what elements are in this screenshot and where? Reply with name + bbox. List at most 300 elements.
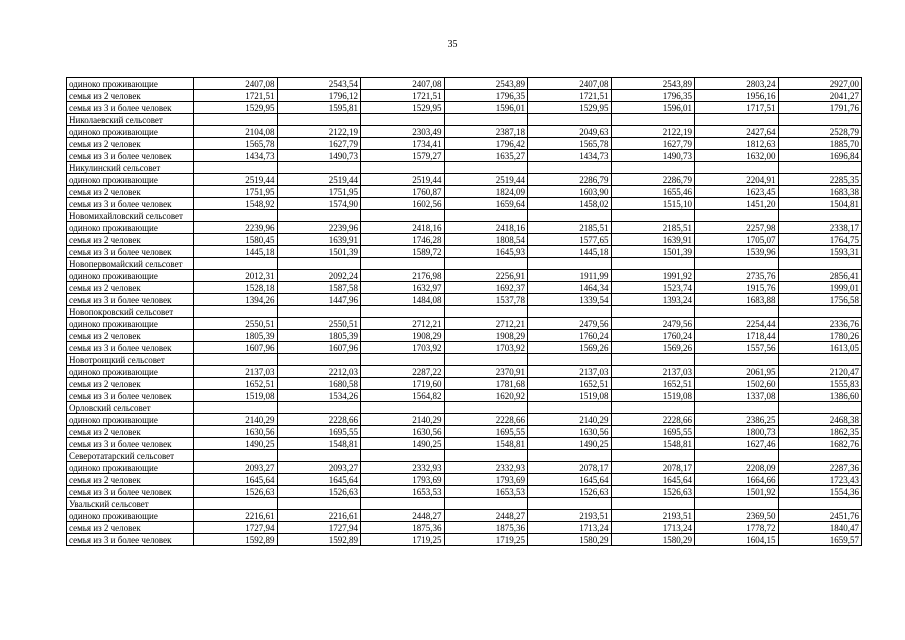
- value-cell: 1862,35: [778, 426, 862, 438]
- value-cell: 1627,79: [611, 138, 695, 150]
- value-cell: 1908,29: [444, 330, 528, 342]
- empty-cell: [444, 354, 528, 366]
- value-cell: 1727,94: [277, 522, 361, 534]
- value-cell: 2418,16: [361, 222, 445, 234]
- value-cell: 2369,50: [695, 510, 779, 522]
- empty-cell: [778, 402, 862, 414]
- value-cell: 2176,98: [361, 270, 445, 282]
- empty-cell: [277, 258, 361, 270]
- empty-cell: [695, 306, 779, 318]
- value-cell: 1639,91: [277, 234, 361, 246]
- value-cell: 1808,54: [444, 234, 528, 246]
- value-cell: 1713,24: [528, 522, 612, 534]
- value-cell: 2418,16: [444, 222, 528, 234]
- section-name: Никулинский сельсовет: [67, 162, 194, 174]
- value-cell: 1718,44: [695, 330, 779, 342]
- value-cell: 1580,45: [194, 234, 278, 246]
- empty-cell: [611, 258, 695, 270]
- value-cell: 2519,44: [277, 174, 361, 186]
- value-cell: 2012,31: [194, 270, 278, 282]
- value-cell: 1793,69: [444, 474, 528, 486]
- value-cell: 1623,45: [695, 186, 779, 198]
- value-cell: 1999,01: [778, 282, 862, 294]
- value-cell: 2140,29: [194, 414, 278, 426]
- value-cell: 1529,95: [194, 102, 278, 114]
- empty-cell: [361, 498, 445, 510]
- value-cell: 1840,47: [778, 522, 862, 534]
- empty-cell: [611, 354, 695, 366]
- value-cell: 1692,37: [444, 282, 528, 294]
- value-cell: 1696,84: [778, 150, 862, 162]
- value-cell: 2286,79: [611, 174, 695, 186]
- table-row: [67, 186, 862, 198]
- empty-cell: [361, 306, 445, 318]
- empty-cell: [695, 402, 779, 414]
- household-type-cell: одиноко проживающие: [67, 78, 194, 90]
- empty-cell: [194, 354, 278, 366]
- empty-cell: [528, 114, 612, 126]
- household-type-cell: одиноко проживающие: [67, 414, 194, 426]
- value-cell: 1580,29: [528, 534, 612, 546]
- empty-cell: [695, 114, 779, 126]
- value-cell: 2239,96: [194, 222, 278, 234]
- empty-cell: [277, 210, 361, 222]
- value-cell: 1484,08: [361, 294, 445, 306]
- value-cell: 1727,94: [194, 522, 278, 534]
- value-cell: 2407,08: [528, 78, 612, 90]
- value-cell: 1607,96: [194, 342, 278, 354]
- value-cell: 1393,24: [611, 294, 695, 306]
- value-cell: 2239,96: [277, 222, 361, 234]
- section-name: Новопокровский сельсовет: [67, 306, 194, 318]
- empty-cell: [695, 162, 779, 174]
- value-cell: 2137,03: [194, 366, 278, 378]
- empty-cell: [528, 306, 612, 318]
- value-cell: 2468,38: [778, 414, 862, 426]
- empty-cell: [444, 162, 528, 174]
- value-cell: 1539,96: [695, 246, 779, 258]
- table-row: [67, 522, 862, 534]
- value-cell: 2049,63: [528, 126, 612, 138]
- value-cell: 1569,26: [528, 342, 612, 354]
- value-cell: 1719,25: [444, 534, 528, 546]
- value-cell: 1764,75: [778, 234, 862, 246]
- value-cell: 1695,55: [611, 426, 695, 438]
- section-name: Увальский сельсовет: [67, 498, 194, 510]
- empty-cell: [778, 450, 862, 462]
- empty-cell: [444, 258, 528, 270]
- value-cell: 2092,24: [277, 270, 361, 282]
- value-cell: 1908,29: [361, 330, 445, 342]
- value-cell: 1386,60: [778, 390, 862, 402]
- section-header-row: [67, 114, 862, 126]
- value-cell: 1645,93: [444, 246, 528, 258]
- household-type-cell: семья из 3 и более человек: [67, 294, 194, 306]
- value-cell: 1445,18: [528, 246, 612, 258]
- value-cell: 2451,76: [778, 510, 862, 522]
- empty-cell: [695, 498, 779, 510]
- empty-cell: [194, 258, 278, 270]
- value-cell: 1394,26: [194, 294, 278, 306]
- value-cell: 1580,29: [611, 534, 695, 546]
- value-cell: 1703,92: [444, 342, 528, 354]
- value-cell: 2712,21: [444, 318, 528, 330]
- value-cell: 2543,89: [444, 78, 528, 90]
- household-type-cell: семья из 2 человек: [67, 234, 194, 246]
- empty-cell: [611, 210, 695, 222]
- value-cell: 1664,66: [695, 474, 779, 486]
- value-cell: 2519,44: [444, 174, 528, 186]
- value-cell: 1683,88: [695, 294, 779, 306]
- household-type-cell: семья из 2 человек: [67, 186, 194, 198]
- value-cell: 1574,90: [277, 198, 361, 210]
- value-cell: 2093,27: [277, 462, 361, 474]
- value-cell: 2254,44: [695, 318, 779, 330]
- value-cell: 1653,53: [361, 486, 445, 498]
- household-type-cell: семья из 3 и более человек: [67, 342, 194, 354]
- value-cell: 1630,56: [528, 426, 612, 438]
- value-cell: 2336,76: [778, 318, 862, 330]
- empty-cell: [194, 162, 278, 174]
- value-cell: 1703,92: [361, 342, 445, 354]
- household-type-cell: семья из 2 человек: [67, 474, 194, 486]
- value-cell: 2256,91: [444, 270, 528, 282]
- empty-cell: [528, 258, 612, 270]
- value-cell: 1796,35: [444, 90, 528, 102]
- value-cell: 1885,70: [778, 138, 862, 150]
- value-cell: 2078,17: [528, 462, 612, 474]
- value-cell: 1569,26: [611, 342, 695, 354]
- table-row: [67, 366, 862, 378]
- value-cell: 1564,82: [361, 390, 445, 402]
- section-header-row: [67, 402, 862, 414]
- empty-cell: [695, 210, 779, 222]
- value-cell: 1695,55: [444, 426, 528, 438]
- value-cell: 1705,07: [695, 234, 779, 246]
- table-row: [67, 462, 862, 474]
- empty-cell: [444, 114, 528, 126]
- value-cell: 2228,66: [444, 414, 528, 426]
- household-type-cell: семья из 2 человек: [67, 282, 194, 294]
- empty-cell: [277, 498, 361, 510]
- value-cell: 1723,43: [778, 474, 862, 486]
- value-cell: 1523,74: [611, 282, 695, 294]
- table-row: [67, 234, 862, 246]
- value-cell: 1645,64: [277, 474, 361, 486]
- value-cell: 1620,92: [444, 390, 528, 402]
- value-cell: 1593,31: [778, 246, 862, 258]
- value-cell: 1603,90: [528, 186, 612, 198]
- value-cell: 1791,76: [778, 102, 862, 114]
- value-cell: 1796,42: [444, 138, 528, 150]
- section-name: Новопервомайский сельсовет: [67, 258, 194, 270]
- value-cell: 2735,76: [695, 270, 779, 282]
- household-type-cell: семья из 3 и более человек: [67, 246, 194, 258]
- value-cell: 1805,39: [194, 330, 278, 342]
- table-row: [67, 246, 862, 258]
- table-row: [67, 174, 862, 186]
- value-cell: 2216,61: [194, 510, 278, 522]
- value-cell: 1592,89: [194, 534, 278, 546]
- household-type-cell: семья из 3 и более человек: [67, 486, 194, 498]
- household-type-cell: одиноко проживающие: [67, 126, 194, 138]
- table-row: [67, 486, 862, 498]
- value-cell: 1653,53: [444, 486, 528, 498]
- table-row: [67, 330, 862, 342]
- empty-cell: [444, 210, 528, 222]
- value-cell: 2193,51: [611, 510, 695, 522]
- value-cell: 2228,66: [277, 414, 361, 426]
- empty-cell: [361, 258, 445, 270]
- empty-cell: [277, 450, 361, 462]
- value-cell: 1555,83: [778, 378, 862, 390]
- value-cell: 1526,63: [194, 486, 278, 498]
- value-cell: 1796,12: [277, 90, 361, 102]
- value-cell: 1548,92: [194, 198, 278, 210]
- household-type-cell: семья из 3 и более человек: [67, 438, 194, 450]
- section-name: Северотатарский сельсовет: [67, 450, 194, 462]
- section-header-row: [67, 162, 862, 174]
- empty-cell: [611, 498, 695, 510]
- household-type-cell: одиноко проживающие: [67, 366, 194, 378]
- value-cell: 1490,73: [277, 150, 361, 162]
- value-cell: 1991,92: [611, 270, 695, 282]
- value-cell: 1434,73: [194, 150, 278, 162]
- value-cell: 2287,22: [361, 366, 445, 378]
- value-cell: 1592,89: [277, 534, 361, 546]
- value-cell: 1458,02: [528, 198, 612, 210]
- value-cell: 2185,51: [528, 222, 612, 234]
- section-header-row: [67, 450, 862, 462]
- empty-cell: [528, 354, 612, 366]
- value-cell: 1719,25: [361, 534, 445, 546]
- section-name: Орловский сельсовет: [67, 402, 194, 414]
- value-cell: 2550,51: [194, 318, 278, 330]
- value-cell: 1645,64: [611, 474, 695, 486]
- value-cell: 1554,36: [778, 486, 862, 498]
- value-cell: 1645,64: [528, 474, 612, 486]
- empty-cell: [277, 402, 361, 414]
- value-cell: 1337,08: [695, 390, 779, 402]
- empty-cell: [194, 114, 278, 126]
- value-cell: 1875,36: [444, 522, 528, 534]
- household-type-cell: одиноко проживающие: [67, 270, 194, 282]
- value-cell: 2519,44: [194, 174, 278, 186]
- value-cell: 1528,18: [194, 282, 278, 294]
- value-cell: 1746,28: [361, 234, 445, 246]
- value-cell: 2228,66: [611, 414, 695, 426]
- value-cell: 2332,93: [361, 462, 445, 474]
- table-row: [67, 138, 862, 150]
- section-name: Николаевский сельсовет: [67, 114, 194, 126]
- value-cell: 1490,25: [361, 438, 445, 450]
- value-cell: 1682,76: [778, 438, 862, 450]
- value-cell: 1447,96: [277, 294, 361, 306]
- value-cell: 2257,98: [695, 222, 779, 234]
- empty-cell: [194, 210, 278, 222]
- value-cell: 1534,26: [277, 390, 361, 402]
- section-header-row: [67, 210, 862, 222]
- value-cell: 2093,27: [194, 462, 278, 474]
- value-cell: 2370,91: [444, 366, 528, 378]
- section-header-row: [67, 306, 862, 318]
- value-cell: 1548,81: [611, 438, 695, 450]
- value-cell: 2712,21: [361, 318, 445, 330]
- table-row: [67, 438, 862, 450]
- empty-cell: [778, 306, 862, 318]
- value-cell: 1339,54: [528, 294, 612, 306]
- value-cell: 1717,51: [695, 102, 779, 114]
- empty-cell: [611, 450, 695, 462]
- value-cell: 2216,61: [277, 510, 361, 522]
- value-cell: 2479,56: [611, 318, 695, 330]
- page-number: 35: [447, 39, 458, 50]
- section-name: Новомихайловский сельсовет: [67, 210, 194, 222]
- household-type-cell: семья из 2 человек: [67, 90, 194, 102]
- value-cell: 1751,95: [194, 186, 278, 198]
- empty-cell: [695, 450, 779, 462]
- value-cell: 1695,55: [277, 426, 361, 438]
- value-cell: 1445,18: [194, 246, 278, 258]
- value-cell: 1652,51: [194, 378, 278, 390]
- table-body: [67, 78, 862, 546]
- value-cell: 2104,08: [194, 126, 278, 138]
- value-cell: 2803,24: [695, 78, 779, 90]
- household-type-cell: одиноко проживающие: [67, 462, 194, 474]
- table-row: [67, 318, 862, 330]
- value-cell: 2927,00: [778, 78, 862, 90]
- empty-cell: [277, 114, 361, 126]
- value-cell: 1557,56: [695, 342, 779, 354]
- value-cell: 1652,51: [611, 378, 695, 390]
- value-cell: 1451,20: [695, 198, 779, 210]
- value-cell: 1519,08: [528, 390, 612, 402]
- value-cell: 1579,27: [361, 150, 445, 162]
- household-type-cell: семья из 3 и более человек: [67, 150, 194, 162]
- value-cell: 1501,39: [277, 246, 361, 258]
- value-cell: 1824,09: [444, 186, 528, 198]
- value-cell: 1734,41: [361, 138, 445, 150]
- value-cell: 1434,73: [528, 150, 612, 162]
- household-type-cell: семья из 3 и более человек: [67, 534, 194, 546]
- empty-cell: [361, 162, 445, 174]
- empty-cell: [444, 450, 528, 462]
- table-row: [67, 390, 862, 402]
- value-cell: 1796,35: [611, 90, 695, 102]
- value-cell: 1659,64: [444, 198, 528, 210]
- value-cell: 1595,81: [277, 102, 361, 114]
- empty-cell: [194, 498, 278, 510]
- empty-cell: [778, 210, 862, 222]
- value-cell: 2338,17: [778, 222, 862, 234]
- value-cell: 1713,24: [611, 522, 695, 534]
- value-cell: 2387,18: [444, 126, 528, 138]
- value-cell: 1627,46: [695, 438, 779, 450]
- value-cell: 1501,92: [695, 486, 779, 498]
- value-cell: 1683,38: [778, 186, 862, 198]
- value-cell: 1655,46: [611, 186, 695, 198]
- household-type-cell: семья из 3 и более человек: [67, 102, 194, 114]
- empty-cell: [778, 498, 862, 510]
- value-cell: 1596,01: [444, 102, 528, 114]
- value-cell: 1604,15: [695, 534, 779, 546]
- household-type-cell: семья из 3 и более человек: [67, 198, 194, 210]
- empty-cell: [778, 114, 862, 126]
- value-cell: 1607,96: [277, 342, 361, 354]
- value-cell: 1751,95: [277, 186, 361, 198]
- value-cell: 1464,34: [528, 282, 612, 294]
- empty-cell: [444, 402, 528, 414]
- value-cell: 2386,25: [695, 414, 779, 426]
- value-cell: 1780,26: [778, 330, 862, 342]
- value-cell: 1635,27: [444, 150, 528, 162]
- household-type-cell: одиноко проживающие: [67, 222, 194, 234]
- value-cell: 2550,51: [277, 318, 361, 330]
- value-cell: 2856,41: [778, 270, 862, 282]
- value-cell: 1630,56: [194, 426, 278, 438]
- table-row: [67, 342, 862, 354]
- value-cell: 1812,63: [695, 138, 779, 150]
- household-type-cell: семья из 2 человек: [67, 522, 194, 534]
- value-cell: 1501,39: [611, 246, 695, 258]
- value-cell: 1548,81: [444, 438, 528, 450]
- value-cell: 1721,51: [194, 90, 278, 102]
- value-cell: 2286,79: [528, 174, 612, 186]
- household-type-cell: семья из 3 и более человек: [67, 390, 194, 402]
- table-row: [67, 474, 862, 486]
- value-cell: 1800,73: [695, 426, 779, 438]
- value-cell: 2185,51: [611, 222, 695, 234]
- value-cell: 2078,17: [611, 462, 695, 474]
- empty-cell: [361, 354, 445, 366]
- value-cell: 2448,27: [361, 510, 445, 522]
- value-cell: 1596,01: [611, 102, 695, 114]
- table-row: [67, 222, 862, 234]
- value-cell: 1721,51: [361, 90, 445, 102]
- value-cell: 1915,76: [695, 282, 779, 294]
- empty-cell: [194, 450, 278, 462]
- table-row: [67, 198, 862, 210]
- value-cell: 1529,95: [361, 102, 445, 114]
- value-cell: 1911,99: [528, 270, 612, 282]
- empty-cell: [361, 402, 445, 414]
- value-cell: 2519,44: [361, 174, 445, 186]
- empty-cell: [611, 162, 695, 174]
- value-cell: 1875,36: [361, 522, 445, 534]
- table-row: [67, 426, 862, 438]
- value-cell: 1956,16: [695, 90, 779, 102]
- empty-cell: [611, 402, 695, 414]
- empty-cell: [778, 162, 862, 174]
- household-type-cell: семья из 2 человек: [67, 138, 194, 150]
- table-row: [67, 414, 862, 426]
- empty-cell: [444, 306, 528, 318]
- household-type-cell: одиноко проживающие: [67, 174, 194, 186]
- value-cell: 2285,35: [778, 174, 862, 186]
- value-cell: 2543,89: [611, 78, 695, 90]
- value-cell: 1490,25: [194, 438, 278, 450]
- empty-cell: [277, 354, 361, 366]
- value-cell: 1526,63: [611, 486, 695, 498]
- empty-cell: [528, 210, 612, 222]
- value-cell: 1781,68: [444, 378, 528, 390]
- value-cell: 1680,58: [277, 378, 361, 390]
- empty-cell: [611, 114, 695, 126]
- value-cell: 1565,78: [194, 138, 278, 150]
- household-type-cell: семья из 2 человек: [67, 330, 194, 342]
- value-cell: 2061,95: [695, 366, 779, 378]
- value-cell: 1793,69: [361, 474, 445, 486]
